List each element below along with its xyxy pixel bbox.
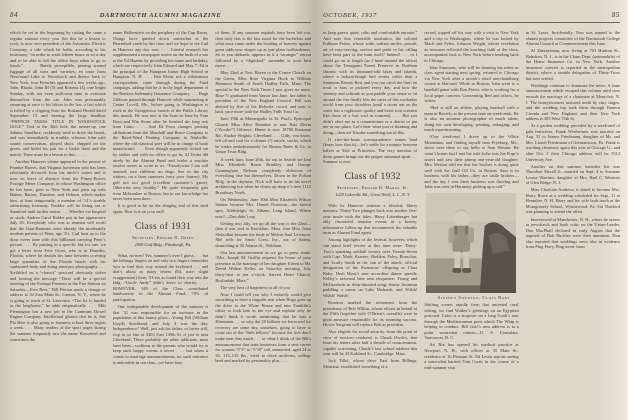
paragraph: Getting into July, we go all the way to the 22nd—then it was and at Brookline, Mass. that Miss Janet Slobodkin became the bride of Melvin Saul Levinson. Mel sells for Snow Crest, Inc., out of Salem, domiciling at 35 Adams St., Waltham. — [215, 220, 311, 248]
paragraph: Miss Charlotte Andrews is slated to become Mrs. Harry Rowe at a wedding scheduled for Sept. 11 at Henniker, N. H. Harry and his wife both teach at the Montgomery School, Wynnewood, Pa. Stu Thatford was planning to attend the affair. — [525, 187, 620, 215]
paragraph: John Simmons, who will be donning his robes as class agent starting next spring, returned to Chicago via New York after a month’s retail merchandising course at Harvard. While in Boston, John went to a baseball game with Ken Porter, who is working for a local paper concern. Concerning Red and others, he writes: — [424, 64, 519, 104]
class-1932-heading — [323, 172, 417, 198]
paragraph: June 19th at Minneapolis in St. Paul’s Episcopal Church Miss Alice Bourdon to one Hart Devin (“Zooder”) Gilmore. Home is now 18700 Kinsman Rd., Shaker Heights, Cleveland. . . . Gilly, you know, left oil and coal for a cleaner (?) article, stocks, which he trades ambidextrously for Boston Bates & Co. in Union Trust Bldg. — [215, 116, 311, 155]
page-right — [323, 10, 620, 415]
paragraph: “Red is still an athlete, playing baseball with a team in Beverly at the present time on week-ends. He is also an amateur photographer of much talent, doing his own developing, printing, enlarging, and much experimenting. — [424, 105, 519, 133]
paragraph: to keep guests quiet, calm and comfortable enroute.” And note that venerable institution, the colored Pullman Porter, whose wide, radiant smiles, yessuh, art of easy-serving, service and pride in his calling have been part of the train itself? Indeed! . . . or I could go on at length (as I have around the office) about the Temagami Forest Preserve in Northern Ontario with its thousand-odd lakes and islands, where a balsam-bough bed seems softer than a Simmons Beauty-Rest and you can catch the limit on trout or bass or pickerel every day, and how the serenity and solitude as you paddle your canoe or sit around the fire finally lifts the cares of this workaday world from your shoulders (until a storm out on the water has a nightmare quality and beats iron screams like those of a lost soul in torment). . . . But you didn’t elect me as a commentator or a diarist so put me in my place. Let’s hear what you’re thinking and doing—then we’ll make something out of this. — [323, 30, 418, 135]
paragraph: Art Rix has opened his medical practice at Newport, N. H., with offices at 35 Main St., residence at 16 Pleasant St. Ed Lewis reports seeing a somewhat harried Tom Curtis in the course of a mid-summer visit — [424, 342, 519, 370]
paragraph: Shifting scenes rapidly from that ancestral rural setting, we find Walker’s greetings on an Egyptian postcard. Cairo is a stopover on a long Cook’s tour through the Mediterranean ports which The Whip is helping to conduct. Bill Golf’s new address is at a point somewhat remote—U. S. Consulate, Vancouver, B. C. — [424, 302, 519, 341]
paragraph: Among highlights of the festival, however, which can stand brief review at this time were: Thirty-Two’s spanking softball victory over Twenty-Seven with Capt. Mark, Kramer, Sheldon, Foley, Bonschur, and Scully Smith in the van of the attack; official designation of the Swansons’ offspring as Class Baby; Herb Moss’s new accordion dinner speech; Kelley’s informal beer tent eloquence; Young and McGoodwin in deep-throated song; Sonny Swanson paddling a canoe on Lake Mohawk; and Walsh! Walsh! Walsh! — [323, 237, 418, 298]
paragraph: Interviewed at Manchester, N. H., where he serves as newshawk and book critic on the Union-Leader, Don MacPhail declared in early August that the nuptials of Bob Buckley were then imminent. Don also reported that weddings were also in evidence from Ping Ferry. Ping wrote from — [525, 216, 620, 250]
class-baby-photo-image — [426, 193, 516, 293]
paragraph: Our last announcement as we go to press reads: “Mrs. Joseph M. Griffin requests the honor of your presence at the marriage of her daughter Eileen to Mr. David Walton Kelley on Saturday morning, July thirty-first at ten o’clock, Sacred Heart Church, Roslindale, Mass.” — [215, 249, 311, 283]
paragraph: On Wednesday, June 30th Miss Elizabeth Wilson Steiner became Mrs. Daniel Donovan—the fateful spot, Addisleigh, St. Albans, Long Island. Where now?—Dan didn’t say. — [215, 196, 311, 219]
photo-caption: Stephen Swenson, Class Baby — [437, 294, 511, 300]
page-number-left: 84 — [10, 11, 19, 19]
class-baby-photo — [426, 193, 516, 293]
magazine-title: DARTMOUTH ALUMNI MAGAZINE — [99, 11, 222, 19]
paragraph: A week later, June 26th, far out in Seattle we find Miss Elizabeth Rown Brinkley and George Cunningham Nickum completely oblivious of everything else but themselves. Down in the Polson Bldg. in the daytime, Nick will have to do his novel architecting but when he closes up shop it’s now 1112 Broadway North. — [215, 156, 311, 195]
page-left — [10, 10, 311, 415]
class-1932-address: 1225 Lakeville Rd., Great Neck, L. I., N. Y. — [335, 192, 411, 198]
paragraph: “One week-end I drove up to the White Mountains, and finding myself near Fryeburg, Me., drove over there to say hello to Sam Weston. He wasn’t home, but I met his wife (who was Joe Pope’s sister) and saw their plump one-year-old daughter. Mrs. Weston told me that her brother is doing quite well with the Gulf Oil Co. in Boston. Sam is in business with his father—they are cattle brokers—and the day I was there business was thriving and John was over in Harmony picking up a calf.” — [424, 134, 519, 190]
paragraph: record, topped off his stay with a visit to New York and a trip to Washington, where he was hosted by Mack and Pyles. Johnson Wright, whose revelation as treasurer reflected the touching faith of the class, accompanied Jack to New York before heading back to Chicago. — [424, 30, 519, 63]
running-head-left — [10, 10, 311, 23]
paragraph: name Halfenstein on the periphery of the Cup Races. Things have quieted down somewhat at the Herreshoff yards by this time, and we hope to see Carl in Hanover any day now. . . . Careful research has supplemented a newspaper notice on the birth of a son to the Ed Hazens by providing his name and birthday, which are respectively John Edward and May 7. Ed is the principal of the Hampton Junior High School in Hampton, N. H. . . . Ben Klein, not a voluminous correspondent, came through during the Fund campaign, adding that he is in the legal department of the Bankers Indemnity Insurance Company. . . . Hugh Gibbons passed through Hanover while summering at Centre Lovell, Me., before going to Washington to work in the Georgetown branch of the Public Library this month. He was met at the boat in June by Fran Horn and Win Stone after he finished the long trek from Cairo. . . . And Ed Frost changes printing affiliations from the Marshall and Bruce Company to the Baird-Ward Printing Company in Nashville, where the old classical poet will be in charge of book manufacture. . . . Even though apparently locked out by strikes and with no office to go in, Al Trotta did nicely by the Alumni Fund and broke a resolute resolve never to write to us. “Familywise I am still married, two children, no dogs, live in the city winters, on a farm summers (very poor farmer). My golf not too good (excellent customer’s game). Otherwise very healthy.” He quite frequently gets from Milwaukee to Boston, but to our knowledge has never been seen there. — [112, 30, 209, 202]
paragraph: If after-the-boats correspondence comes hard (know how that is)—let’s settle for a minute between halves at Yale or Princeton. The very mention of those games brings out the proper autumnal spirit . . . Summer is over. — [323, 136, 418, 165]
paragraph: Another Hanover visitor appeared in the person of Frankie Bowes, that Virginia horseman who has been reluctantly divorced from his uncle’s mares and is now on leave of absence from the Pitney-Bowes Postage Meter Company, in whose Washington office he has been, goes to New York and joins up with Batten, Barton, Durstine, and Osborn, which makes him, at least temporarily, a member of ’31’s sizable advertising fraternity. Freddie will be living out at Stamford until further notice. . . . Whether via hospital or stork, Andrea Carol Bulder put in her appearance July 26. Everybody who was at reunion will recall that the Gaai-Bumsins were already the moderately modern parents of Peter, age 3½. Carl beat us to the draw every time with that billboard carrying Peter’s picture. . . . By passing in a specific bid for one, we got a letter from Fritz Groot, who is in Dunedin, Florida, where he divides his time between covering large quantities of the Florida beach with his sunburned body and doing semi-pro photography. . . . Scribbled on a “chassis” postcard obviously stolen and bearing the message “There will be a special meeting of the Exempt Firemen at the Fire Station on Saturday—Free Beer,” Bill Fenton sends a change of address to 32 East Main St., Canton, N. Y., where he is going to teach at St. Lawrence. “The fix is funded in the longhouse,” he adds enigmatically. . . . Milt Flemington has a new job in the Cummins Dowel Engine Company. Intellectual glutton that he is, this Phi Bete is also going to business school three nights a week. . . . Many readers of the sport pages during the summer frequently saw the name Horsefeed and sometimes the — [10, 159, 106, 342]
paragraph: One indisputable development of the summer is that ’31 was responsible for an increase in the population of this brainy place—Young Bill (William Lloyd) Strickland, and July 4 was the day. Independence? Well, just ask his father, or better still, stop in on him at 3304 East 149th St. if you’re near Cleveland. There probably are other additions, must have been—scallions to the parents who would try to keep such happy events a secret . . . but when it comes to marriage announcements, no such reticence is noticeable in our clan—we have four — [112, 304, 209, 365]
page-number-right: 85 — [611, 11, 620, 19]
paragraph: The very best of happiness to all of you. — [220, 284, 291, 290]
paragraph: At a garden wedding preceded by a week-end of gala festivities, Frank Wertheimer was married on Aug. 31 to Jeanne Friedmann, daughter of Mr. and Mrs. Lionel Friedmann of Germantown, Pa. Frank is teaching chemistry again this year at Chicago U., and after Oct. 1 their Chicago address will be 5514 University Ave. — [525, 123, 620, 162]
paragraph: Now I could tell you why I certainly would give something to have a ringside seat when Hugo goes up the drive to the White House and into Franklin’s office to look him in the eye and explain why he didn’t think it worth mentioning that he was a Klansman . . . or why the 20 billions we borrowed for recovery are some day, somehow, going to have to come out of the “little fellows” because the rich don’t make near that much . . . or what I think of the RR’s announcement that train hostesses form a new career for women “5’5” to “5’10” tall, unmarried, aged 24 to 35, 115–135 lbs., vivid in chick uniforms, college bred and marked by personality plus . . . . — [215, 291, 311, 364]
paragraph: of them. If any summer nuptials have been left out, then truly this is the last stand for the bachelors and what once came under the heading of bravery against great odds now shapes up as just plain foolhardiness. So to you diehards, appears as if a “strategic” retreat followed by a “dignified” surrender is your best move. . . . — [215, 30, 311, 69]
paragraph: Weddings continue to dominate the news. A June announcement which escaped this column until now records the marriage of a classmate at Montclair, N. J. The honeymooners motored north by easy stages, and the wedding trip took them through Eastern Canada and New England, and their New York address is 305 West 74th St. — [525, 82, 620, 122]
paragraph: What, no men! Yes, summer’s over I guess, . . . but the lethargy lingers on and only two fingers remember how to find their way around the keyboard . . . and that’s about as many letters (Ed. note: slight exaggeration) from ’31-ers as found their way into the bldg. “Uncle Andy” didn’t leave to charity. . . . HOWEVER, 349 of the Class contributed handsomely to the Alumni Fund, 78% of participation. — [112, 252, 209, 302]
right-column-1 — [323, 30, 417, 414]
left-column-1 — [10, 30, 106, 414]
right-column-3 — [526, 30, 620, 414]
paragraph: With its Hanover reunion a blissful, blurry memory, Thirty-Two plunges back into another five-year tussle with the tides. Harry Litzenberger has ably chronicled reunion events in a breezy, informative follow-up that recommends his valuable term as Alumni Fund agent. — [323, 202, 418, 236]
class-1931-secretary: Secretary, Edward D. Green — [132, 235, 194, 241]
left-column-3 — [215, 30, 311, 414]
class-1932-secretary: Secretary, Edward B. Marks, Jr. — [337, 185, 409, 191]
paragraph: May 22nd at New Haven in the Centre Church on the Green, Miss Rose Virginia Hook to William Hammon Smith of South Hadley Falls, Mass. The special to the New York Times I saw gives no more. Rose V. graduated from Vassar last June, her father is president of the New England Council. Bill was abetted by five of his Holyoke crowd, and now is back once more with the Hadley Falls Trust Co. — [215, 70, 311, 115]
paragraph: Also eligible for social security, from the point of view of services rendered, is Chuck Owsley, free from his letters after half a decade of conscientious, capable scrivening. Chuck’s law school address this year will be 43 Kirkland St., Cambridge, Mass. — [323, 329, 418, 357]
left-column-2 — [113, 30, 209, 414]
paragraph: Jack Tillot, whose drive East from Billings, Montana, established something of a — [323, 358, 418, 369]
running-head-right — [323, 10, 620, 23]
issue-date: OCTOBER, 1937 — [323, 11, 377, 19]
class-1931-address: 2909 Gulf Bldg., Pittsburgh, Pa. — [134, 242, 192, 248]
paragraph: Al Zimmerman, now living at 701 Hudson St., Hoboken, N. J., is in the Claim Dept. (automobile) of the Home Insurance Co. in New York. Another insurance convert is reported in the metropolitan district, where a sizable delegation of Thirty-Twos has now settled. — [525, 48, 620, 81]
paragraph: which he set in the beginning by raising the same a regular amount every year (let this be a lesson to you), is now vice-president of the Automatic Electric Company, a title which he holds, according to his testimony, “in order to work fifteen hours or so a day and to be able to tell the office boys when to go to lunch.” . . . . Barely perceptible, peering around luggage of all sorts and varieties, en route from Newfound Lake to Woodstock and thence back to New York, four Frenches appeared a few weeks ago. John, Rhoda, John III (5) and Roberta (3), one bright Sunday, with not even sufficient time to extricate themselves from the car. John was presumably returning at once to his labors in the law, a fact which is belied by a clipping from the Rutland Herald dated September 13 and bearing the large headline “FRENCH TAKES TITLE IN WOODSTOCK GOLF.” Tied at the 36th hole, the runner-up, one Johnny Smidface, recklessly tried to drive the brook, and was immediately in trouble, whereas John with sound conservatism, played short, chipped on the green, and holed his putt for a birdie three and the match. There must be a lesson in this. . . . . — [10, 30, 106, 158]
paragraph: in St. Louis. Incidentally, Tom was named to the alumni projects committee of the Dartmouth College Alumni Council at Commencement this June. — [525, 30, 620, 47]
paragraph: Reunion marked the retirement from the presidency of Bob Wilkin, whose efforts in behalf of the Fifth (together with O’Brien’s overalls) were in great measure responsible for its zooming success. Howie Sargeant will replace Bob as president. — [323, 299, 418, 328]
right-page-columns — [323, 30, 620, 414]
class-1932-title: Class of 1932 — [344, 171, 401, 182]
class-1931-title: Class of 1931 — [134, 221, 192, 232]
left-page-columns — [10, 30, 311, 414]
paragraph: Another on this summer benedict list was Theodore Morell Jr., married on Sept. 4 to Suzanne Louise Wartiner, daughter of Mrs. Rael C. Wartiner of Glen Ridge, N. J. — [525, 163, 620, 186]
right-column-2 — [424, 30, 518, 414]
paragraph: It is good to be on the slinging end of this stuff again. How is it on your end? — [112, 203, 209, 214]
class-1931-heading — [113, 222, 209, 248]
